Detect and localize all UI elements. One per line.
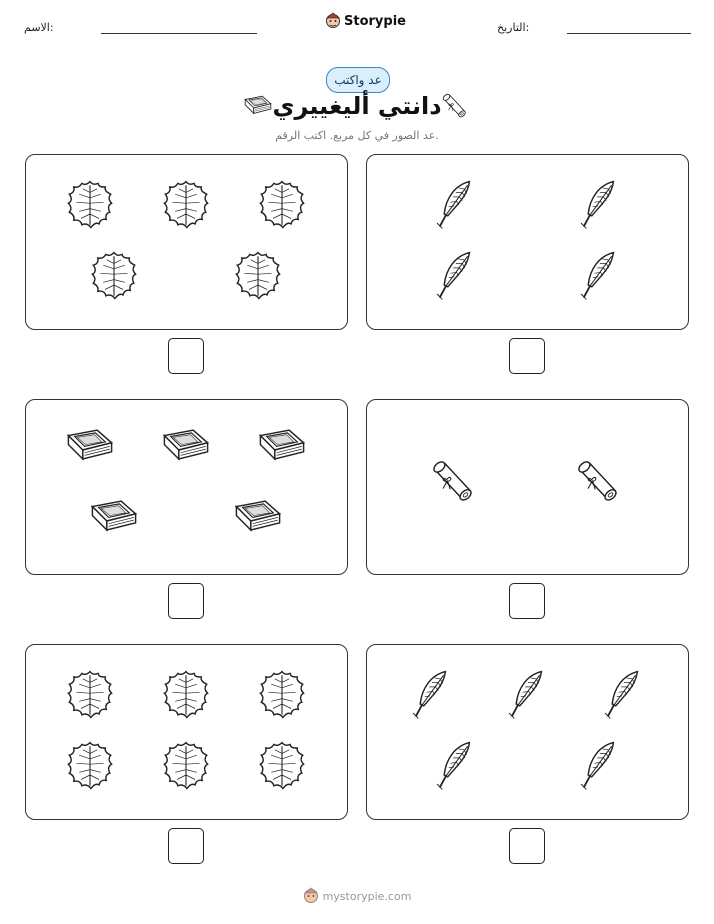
count-panel-quills-1 xyxy=(366,154,689,330)
instructions: عد الصور في كل مربع. اكتب الرقم. xyxy=(275,129,439,142)
quill-icon xyxy=(404,668,458,722)
leaf-icon xyxy=(159,178,213,232)
count-panel-scrolls xyxy=(366,399,689,575)
answer-box[interactable] xyxy=(509,828,545,864)
leaf-icon xyxy=(255,668,309,722)
date-label: التاريخ: xyxy=(497,21,530,34)
answer-box[interactable] xyxy=(168,338,204,374)
name-label: الاسم: xyxy=(24,21,54,34)
leaf-icon xyxy=(255,739,309,793)
leaf-icon xyxy=(159,668,213,722)
scroll-icon xyxy=(425,458,479,512)
book-icon xyxy=(63,423,117,477)
count-panel-leaves-1 xyxy=(25,154,348,330)
count-panel-leaves-2 xyxy=(25,644,348,820)
scroll-icon xyxy=(438,92,470,124)
leaf-icon xyxy=(63,739,117,793)
book-icon xyxy=(255,423,309,477)
name-line[interactable] xyxy=(101,33,257,34)
leaf-icon xyxy=(231,249,285,303)
storypie-mascot-icon xyxy=(303,887,319,905)
quill-icon xyxy=(572,739,626,793)
quill-icon xyxy=(596,668,650,722)
book-icon xyxy=(242,92,274,124)
answer-box[interactable] xyxy=(509,338,545,374)
scroll-icon xyxy=(570,458,624,512)
page-title: دانتي أليغييري xyxy=(272,92,442,120)
brand-name: Storypie xyxy=(344,13,406,29)
answer-box[interactable] xyxy=(509,583,545,619)
quill-icon xyxy=(572,249,626,303)
storypie-mascot-icon xyxy=(325,12,341,30)
footer xyxy=(0,887,714,905)
leaf-icon xyxy=(63,178,117,232)
activity-badge: عد واكتب xyxy=(326,67,390,93)
answer-box[interactable] xyxy=(168,583,204,619)
leaf-icon xyxy=(87,249,141,303)
quill-icon xyxy=(428,739,482,793)
quill-icon xyxy=(428,249,482,303)
book-icon xyxy=(87,494,141,548)
answer-box[interactable] xyxy=(168,828,204,864)
footer-site[interactable]: mystorypie.com xyxy=(322,889,412,903)
date-line[interactable] xyxy=(567,33,691,34)
leaf-icon xyxy=(255,178,309,232)
count-panel-quills-2 xyxy=(366,644,689,820)
brand-logo xyxy=(325,12,406,30)
leaf-icon xyxy=(63,668,117,722)
count-panel-books xyxy=(25,399,348,575)
quill-icon xyxy=(500,668,554,722)
book-icon xyxy=(159,423,213,477)
leaf-icon xyxy=(159,739,213,793)
book-icon xyxy=(231,494,285,548)
quill-icon xyxy=(572,178,626,232)
quill-icon xyxy=(428,178,482,232)
